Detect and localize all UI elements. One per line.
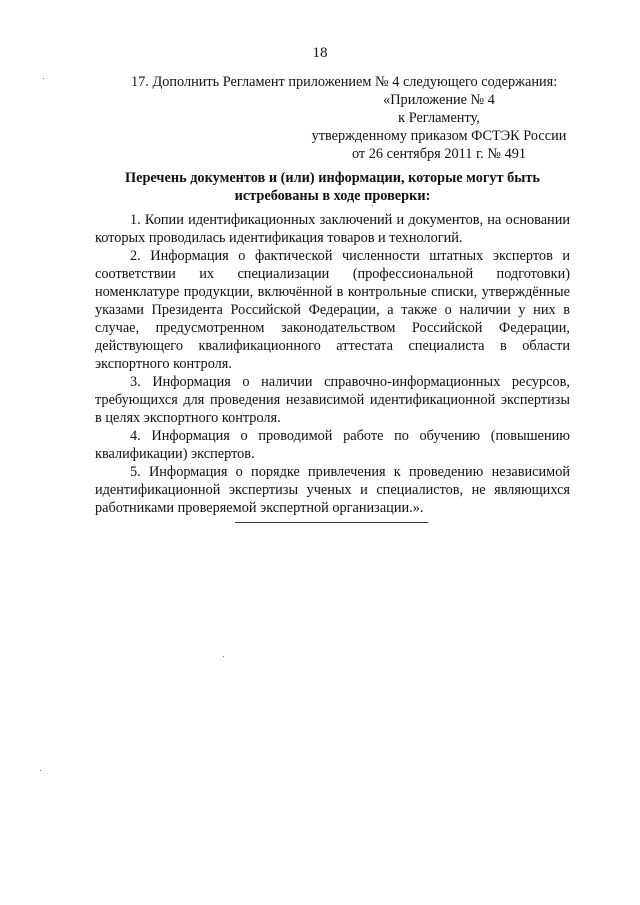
list-item: 5. Информация о порядке привлечения к проведению независимой идентификационной экспертизы ученых и специалистов, не являющихся работниками проверяемой экспертной организации.». (95, 464, 570, 516)
list-item: 1. Копии идентификационных заключений и документов, на основании которых проводилась идентификация товаров и технологий. (95, 212, 570, 246)
end-divider (235, 522, 428, 523)
appendix-reference-line: «Приложение № 4 (383, 92, 495, 108)
list-item: 4. Информация о проводимой работе по обучению (повышению квалификации) экспертов. (95, 428, 570, 462)
scan-speck (372, 205, 373, 206)
list-title-line: истребованы в ходе проверки: (234, 188, 431, 204)
appendix-reference-line: к Регламенту, (398, 110, 480, 126)
scan-speck (43, 78, 44, 79)
appendix-reference-line: от 26 сентября 2011 г. № 491 (351, 146, 527, 162)
scan-speck (40, 770, 41, 771)
amendment-intro: 17. Дополнить Регламент приложением № 4 следующего содержания: (131, 74, 558, 90)
appendix-reference-line: утвержденному приказом ФСТЭК России (311, 128, 567, 144)
list-title-line: Перечень документов и (или) информации, которые могут быть (125, 170, 540, 186)
page-number: 18 (312, 45, 328, 61)
document-list (95, 211, 570, 517)
appendix-reference (310, 91, 568, 163)
list-item: 2. Информация о фактической численности штатных экспертов и соответствии их специализации (профессиональной подготовки) номенклатуре продукции, включённой в контрольные списки, утверждённые указами Президента Российской Федерации, а также о наличии у них в случае, предусмотренном законодательством Российской Федерации, действующего квалификационного аттестата специалиста в области экспортного контроля. (95, 248, 570, 372)
list-item: 3. Информация о наличии справочно-информационных ресурсов, требующихся для проведения независимой идентификационной экспертизы в целях экспортного контроля. (95, 374, 570, 426)
list-title (95, 169, 570, 205)
scan-speck (223, 656, 224, 657)
